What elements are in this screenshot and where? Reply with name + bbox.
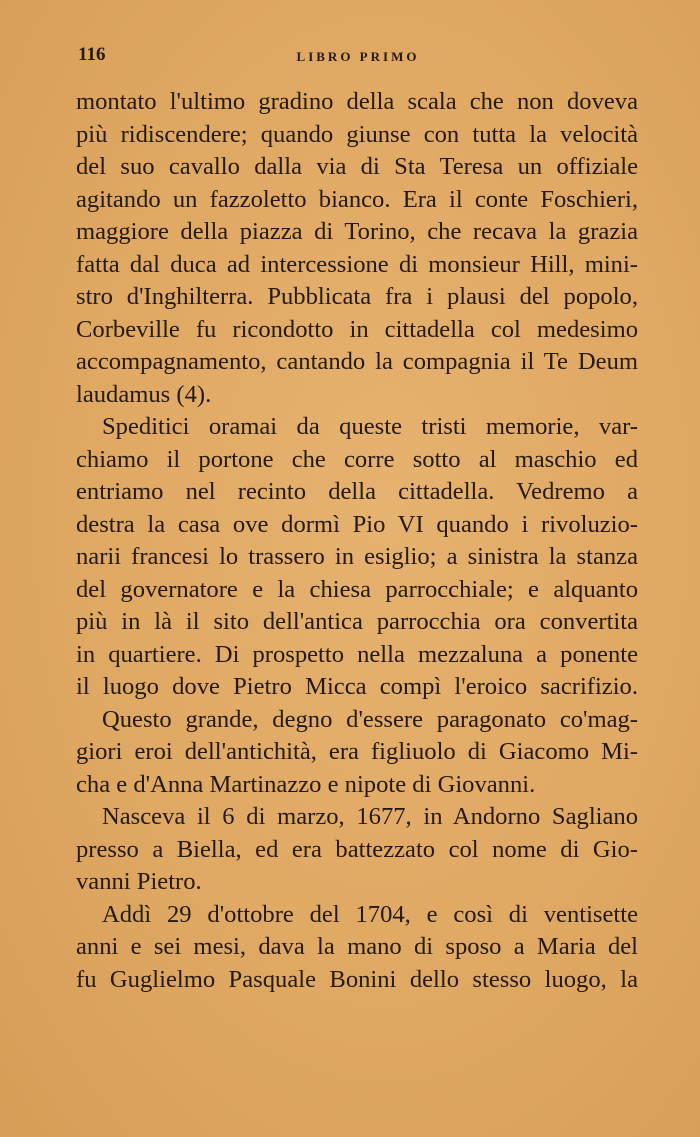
text-line: il luogo dove Pietro Micca compì l'eroico sacrifizio. <box>76 673 638 700</box>
text-line: cha e d'Anna Martinazzo e nipote di Giovanni. <box>76 770 536 798</box>
text-line: fu Guglielmo Pasquale Bonini dello stesso luogo, la <box>76 965 638 993</box>
text-line: più in là il sito dell'antica parrocchia ora convertita <box>76 608 638 635</box>
text-line: Questo grande, degno d'essere paragonato co'mag- <box>102 705 638 733</box>
text-line: laudamus (4). <box>76 380 212 408</box>
text-line: narii francesi lo trassero in esiglio; a sinistra la stanza <box>76 543 638 570</box>
text-line: stro d'Inghilterra. Pubblicata fra i plausi del popolo, <box>76 283 638 310</box>
text-line: più ridiscendere; quando giunse con tutta la velocità <box>76 120 638 148</box>
text-line: entriamo nel recinto della cittadella. Vedremo a <box>76 478 638 505</box>
text-line: giori eroi dell'antichità, era figliuolo di Giacomo Mi- <box>76 738 638 765</box>
body-text <box>76 86 638 996</box>
text-line: anni e sei mesi, dava la mano di sposo a Maria del <box>76 933 638 960</box>
text-line: Addì 29 d'ottobre del 1704, e così di ventisette <box>102 900 638 928</box>
text-line: destra la casa ove dormì Pio VI quando i rivoluzio- <box>76 510 638 538</box>
running-head: LIBRO PRIMO <box>296 49 420 64</box>
text-line: accompagnamento, cantando la compagnia il Te Deum <box>76 348 638 375</box>
text-line: chiamo il portone che corre sotto al maschio ed <box>76 445 638 473</box>
page-number: 116 <box>78 44 106 65</box>
text-line: fatta dal duca ad intercessione di monsieur Hill, mini- <box>76 250 638 278</box>
text-line: in quartiere. Di prospetto nella mezzaluna a ponente <box>76 640 638 668</box>
page-header <box>78 44 638 70</box>
text-line: vanni Pietro. <box>76 868 202 895</box>
text-line: Speditici oramai da queste tristi memorie, var- <box>102 413 638 440</box>
text-line: del governatore e la chiesa parrocchiale; e alquanto <box>76 575 638 603</box>
text-line: Corbeville fu ricondotto in cittadella col medesimo <box>76 315 638 343</box>
text-line: agitando un fazzoletto bianco. Era il conte Foschieri, <box>76 185 638 213</box>
text-line: montato l'ultimo gradino della scala che non doveva <box>76 88 638 115</box>
text-line: del suo cavallo dalla via di Sta Teresa un offiziale <box>76 153 638 180</box>
text-line: maggiore della piazza di Torino, che recava la grazia <box>76 218 638 245</box>
text-line: Nasceva il 6 di marzo, 1677, in Andorno Sagliano <box>102 803 638 830</box>
text-line: presso a Biella, ed era battezzato col nome di Gio- <box>76 835 638 863</box>
